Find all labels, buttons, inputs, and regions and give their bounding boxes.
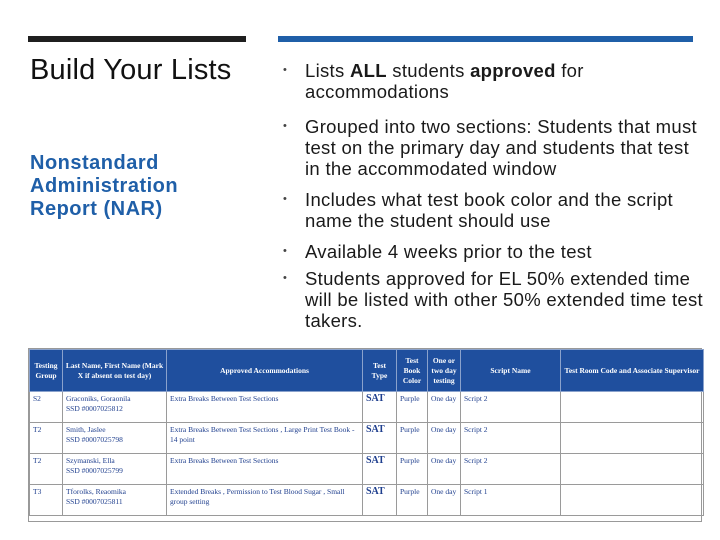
cell-book-color: Purple bbox=[397, 454, 428, 485]
cell-room bbox=[561, 392, 704, 423]
cell-name: Szymanski, Ella SSD #0007025799 bbox=[63, 454, 167, 485]
content-divider bbox=[278, 36, 693, 42]
cell-room bbox=[561, 423, 704, 454]
cell-name: Graconiks, Goraonila SSD #0007025812 bbox=[63, 392, 167, 423]
bullet-dot-icon: • bbox=[283, 193, 288, 205]
column-header: Test Book Color bbox=[397, 350, 428, 392]
cell-days: One day bbox=[428, 485, 461, 516]
bullet-dot-icon: • bbox=[283, 64, 288, 76]
bullet-item: • Lists ALL students approved for accommodations bbox=[283, 60, 584, 102]
cell-accommodations: Extra Breaks Between Test Sections bbox=[167, 392, 363, 423]
cell-room bbox=[561, 454, 704, 485]
cell-script: Script 2 bbox=[461, 454, 561, 485]
column-header: Test Type bbox=[363, 350, 397, 392]
cell-days: One day bbox=[428, 392, 461, 423]
bullet-item: • Includes what test book color and the script name the student should use bbox=[283, 189, 673, 231]
nar-table-image bbox=[28, 348, 702, 522]
cell-days: One day bbox=[428, 423, 461, 454]
cell-group: S2 bbox=[30, 392, 63, 423]
slide-title: Build Your Lists bbox=[30, 54, 232, 86]
table-row bbox=[30, 454, 704, 485]
bullet-item: • Students approved for EL 50% extended time will be listed with other 50% extended time test takers. bbox=[283, 268, 703, 331]
table-row bbox=[30, 423, 704, 454]
cell-days: One day bbox=[428, 454, 461, 485]
cell-test-type: SAT bbox=[363, 423, 397, 454]
nar-table bbox=[29, 349, 704, 516]
cell-name: Tforolks, Reaomika SSD #0007025811 bbox=[63, 485, 167, 516]
cell-script: Script 1 bbox=[461, 485, 561, 516]
bullet-list bbox=[283, 60, 703, 331]
column-header: Last Name, First Name (Mark X if absent on test day) bbox=[63, 350, 167, 392]
column-header: Test Room Code and Associate Supervisor bbox=[561, 350, 704, 392]
bullet-item: • Available 4 weeks prior to the test bbox=[283, 241, 592, 262]
cell-accommodations: Extended Breaks , Permission to Test Blood Sugar , Small group setting bbox=[167, 485, 363, 516]
column-header: Approved Accommodations bbox=[167, 350, 363, 392]
bullet-dot-icon: • bbox=[283, 245, 288, 257]
cell-room bbox=[561, 485, 704, 516]
bullet-dot-icon: • bbox=[283, 120, 288, 132]
bullet-item: • Grouped into two sections: Students that must test on the primary day and students that test in the accommodated window bbox=[283, 116, 697, 179]
cell-book-color: Purple bbox=[397, 423, 428, 454]
bullet-dot-icon: • bbox=[283, 272, 288, 284]
cell-accommodations: Extra Breaks Between Test Sections , Large Print Test Book - 14 point bbox=[167, 423, 363, 454]
title-divider bbox=[28, 36, 246, 42]
cell-group: T2 bbox=[30, 423, 63, 454]
cell-test-type: SAT bbox=[363, 485, 397, 516]
column-header: Script Name bbox=[461, 350, 561, 392]
cell-test-type: SAT bbox=[363, 454, 397, 485]
table-row bbox=[30, 392, 704, 423]
column-header: Testing Group bbox=[30, 350, 63, 392]
cell-accommodations: Extra Breaks Between Test Sections bbox=[167, 454, 363, 485]
cell-script: Script 2 bbox=[461, 423, 561, 454]
cell-book-color: Purple bbox=[397, 485, 428, 516]
cell-group: T2 bbox=[30, 454, 63, 485]
cell-test-type: SAT bbox=[363, 392, 397, 423]
table-header-row bbox=[30, 350, 704, 392]
table-row bbox=[30, 485, 704, 516]
cell-book-color: Purple bbox=[397, 392, 428, 423]
cell-group: T3 bbox=[30, 485, 63, 516]
cell-script: Script 2 bbox=[461, 392, 561, 423]
cell-name: Smith, Jaslee SSD #0007025798 bbox=[63, 423, 167, 454]
column-header: One or two day testing bbox=[428, 350, 461, 392]
slide-subtitle: Nonstandard Administration Report (NAR) bbox=[30, 152, 179, 220]
